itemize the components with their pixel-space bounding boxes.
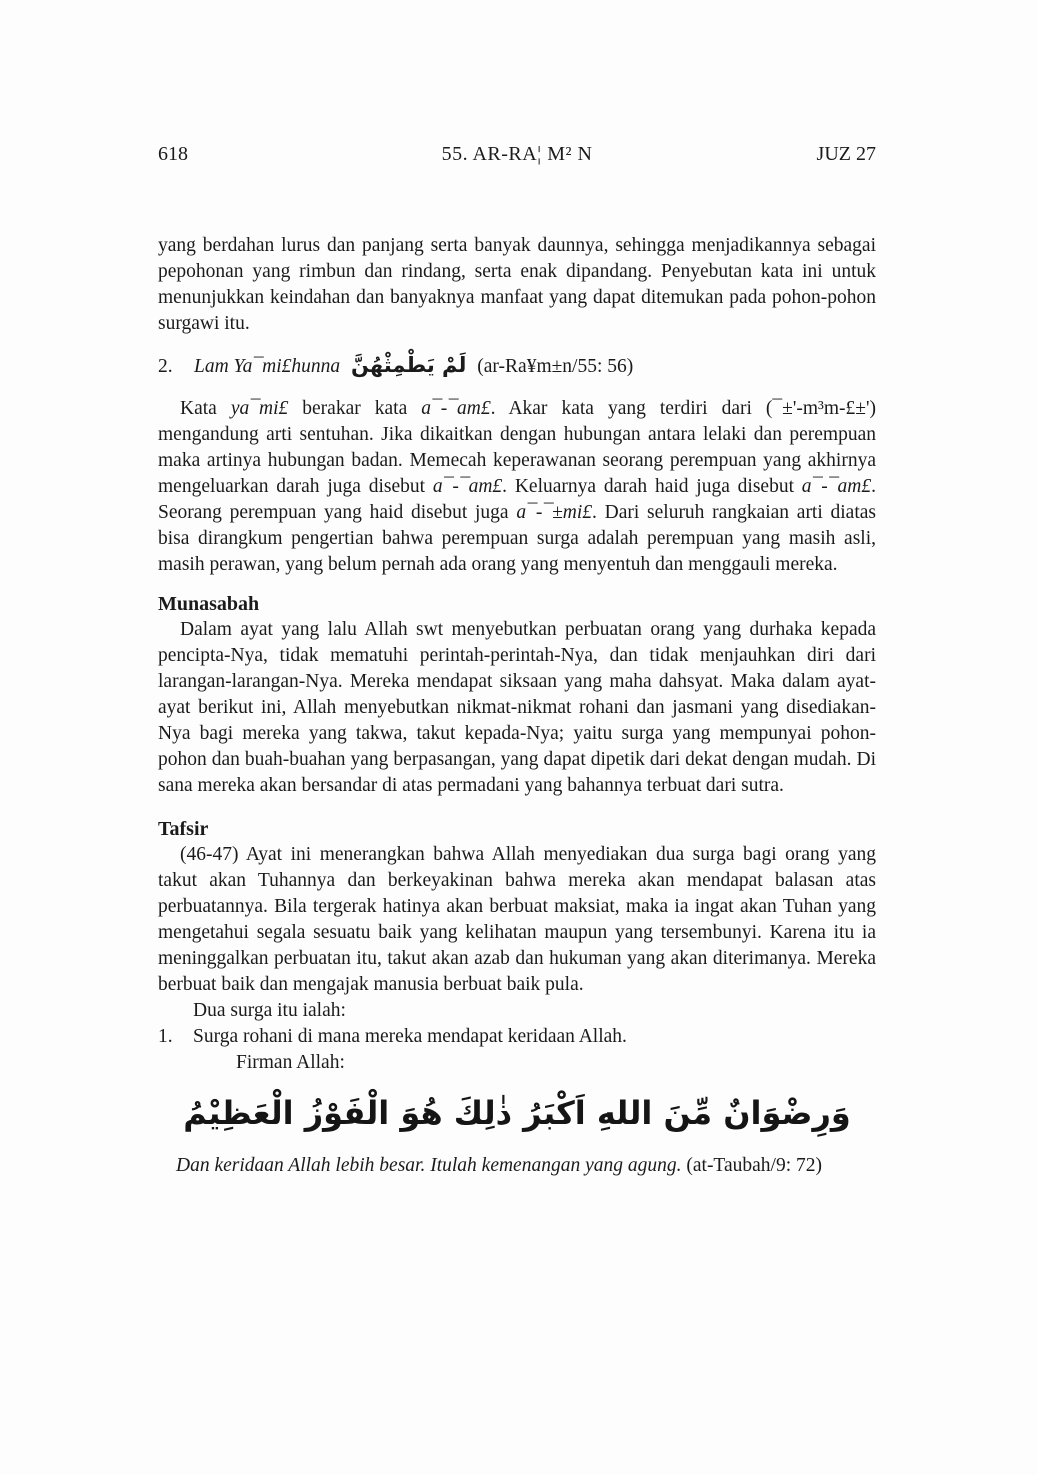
- firman-allah-label: Firman Allah:: [236, 1052, 345, 1073]
- list-item-number: 1.: [158, 1026, 173, 1047]
- list-item: [158, 1024, 876, 1050]
- tafsir-heading: Tafsir: [158, 818, 209, 840]
- quran-verse-arabic: وَرِضْوَانٌ مِّنَ اللهِ اَكْبَرُ ذٰلِكَ هُوَ الْفَوْزُ الْعَظِيْمُ: [183, 1094, 851, 1132]
- juz-label: JUZ 27: [816, 143, 876, 165]
- transliterated-term: a¯-¯am£: [801, 476, 872, 497]
- paragraph-segment: berakar kata: [288, 398, 422, 419]
- transliterated-term: a¯-¯±mi£: [516, 502, 593, 523]
- term-entry-arabic-text: لَمْ يَطْمِثْهُنَّ: [350, 353, 467, 377]
- term-entry-number: 2.: [158, 356, 173, 377]
- munasabah-heading: Munasabah: [158, 593, 260, 615]
- verse-reference: (at-Taubah/9: 72): [681, 1155, 822, 1176]
- text-column: [158, 0, 876, 1179]
- translation-text: Dan keridaan Allah lebih besar. Itulah kemenangan yang agung.: [176, 1155, 682, 1176]
- term-entry-latin: Lam Ya¯mi£hunna: [194, 356, 341, 377]
- transliterated-term: a¯-¯am£: [432, 476, 503, 497]
- term-definition-paragraph: [158, 396, 876, 578]
- page-number: 618: [158, 143, 188, 165]
- term-entry-line: [158, 352, 876, 380]
- transliterated-term: ya¯mi£: [230, 398, 289, 419]
- verse-translation: [176, 1153, 876, 1179]
- chapter-title: 55. AR-RA¦ M² N: [441, 143, 593, 165]
- page-header: [158, 141, 876, 167]
- munasabah-paragraph: Dalam ayat yang lalu Allah swt menyebutkan perbuatan orang yang durhaka kepada pencipta-Nya, tidak mematuhi perintah-perintah-Nya, dan tidak menjauhkan diri dari larangan-larangan-Nya. Mereka mendapat siksaan yang maha dahsyat. Maka dalam ayat-ayat berikut ini, Allah menyebutkan nikmat-nikmat rohani dan jasmani yang disediakan-Nya bagi mereka yang takwa, takut kepada-Nya; yaitu surga yang mempunyai pohon-pohon dan buah-buahan yang berpasangan, yang dapat dipetik dari dekat dengan mudah. Di sana mereka akan bersandar di atas permadani yang bahannya terbuat dari sutra.: [158, 619, 876, 796]
- list-item-text: Surga rohani di mana mereka mendapat keridaan Allah.: [193, 1026, 627, 1047]
- lead-in-line: Dua surga itu ialah:: [193, 1000, 346, 1021]
- paragraph-segment: . Seorang perempuan yang haid disebut juga: [158, 476, 876, 523]
- term-entry-reference: (ar-Ra¥m±n/55: 56): [477, 356, 634, 377]
- continuation-paragraph: yang berdahan lurus dan panjang serta banyak daunnya, sehingga menjadikannya sebagai pepohonan yang rimbun dan rindang, serta enak dipandang. Penyebutan kata ini untuk menunjukkan keindahan dan banyaknya manfaat yang dapat ditemukan pada pohon-pohon surgawi itu.: [158, 235, 876, 334]
- paragraph-segment: Kata: [180, 398, 231, 419]
- paragraph-segment: . Akar kata yang terdiri dari (¯±'-m³m-£±') mengandung arti sentuhan. Jika dikaitkan dengan hubungan antara lelaki dan perempuan maka artinya hubungan badan. Memecah keperawanan seorang perempuan yang akhirnya mengeluarkan darah juga disebut: [158, 398, 876, 497]
- paragraph-segment: . Keluarnya darah haid juga disebut: [502, 476, 802, 497]
- transliterated-term: a¯-¯am£: [421, 398, 491, 419]
- paragraph-segment: . Dari seluruh rangkaian arti diatas bisa dirangkum pengertian bahwa perempuan surga adalah perempuan yang masih asli, masih perawan, yang belum pernah ada orang yang menyentuh dan menggauli mereka.: [158, 502, 876, 575]
- tafsir-paragraph: (46-47) Ayat ini menerangkan bahwa Allah menyediakan dua surga bagi orang yang takut akan Tuhannya dan berkeyakinan bahwa mereka akan mendapat balasan atas perbuatannya. Bila tergerak hatinya akan berbuat maksiat, maka ia ingat akan Tuhan yang mengetahui segala sesuatu baik yang kelihatan maupun yang tersembunyi. Karena itu ia meninggalkan perbuatan itu, takut akan azab dan hukuman yang akan diterimanya. Mereka berbuat baik dan mengajak manusia berbuat baik pula.: [158, 844, 876, 995]
